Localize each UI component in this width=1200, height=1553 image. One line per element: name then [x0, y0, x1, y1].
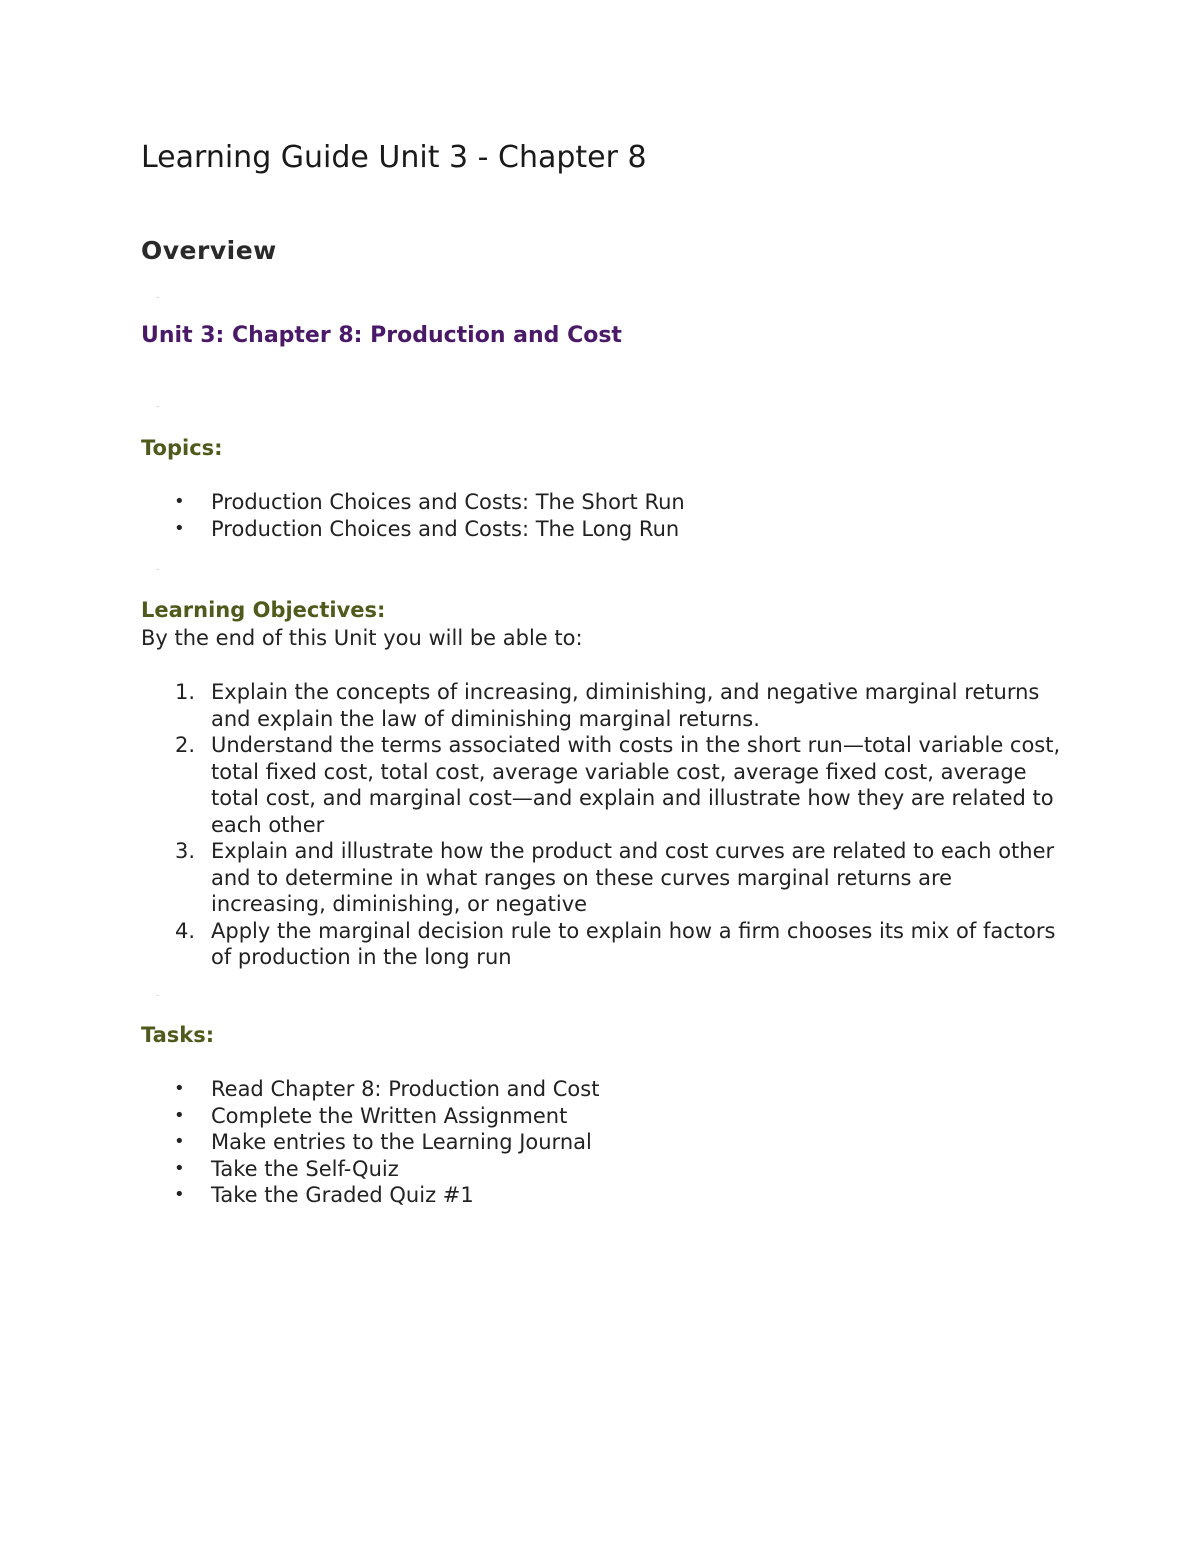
- list-item: • Take the Graded Quiz #1: [141, 1182, 599, 1209]
- topics-label: Topics:: [141, 436, 223, 460]
- paragraph-mark: [156, 569, 159, 570]
- list-item: Explain and illustrate how the product and cost curves are related to each other and to determine in what ranges on these curves marginal returns are increasing, diminishing, or negative: [211, 839, 1055, 916]
- list-item: • Complete the Written Assignment: [141, 1103, 599, 1130]
- tasks-list: [141, 1076, 599, 1209]
- document-title: Learning Guide Unit 3 - Chapter 8: [141, 140, 647, 175]
- list-item: • Production Choices and Costs: The Long Run: [141, 516, 685, 543]
- list-item: Understand the terms associated with costs in the short run—total variable cost, total fixed cost, total cost, average variable cost, average fixed cost, average total cost, and marginal cost—and explain and illustrate how they are related to each other: [211, 733, 1061, 837]
- objectives-label: Learning Objectives:: [141, 598, 386, 622]
- unit-heading: Unit 3: Chapter 8: Production and Cost: [141, 323, 622, 348]
- list-item: • Take the Self-Quiz: [141, 1156, 599, 1183]
- paragraph-mark: [156, 406, 159, 407]
- overview-heading: Overview: [141, 236, 277, 265]
- paragraph-mark: [156, 995, 159, 996]
- list-item: Apply the marginal decision rule to explain how a firm chooses its mix of factors of production in the long run: [211, 918, 1056, 969]
- paragraph-mark: [156, 297, 159, 298]
- list-item: Explain the concepts of increasing, diminishing, and negative marginal returns and explain the law of diminishing marginal returns.: [211, 680, 1040, 731]
- objectives-intro: By the end of this Unit you will be able to:: [141, 626, 583, 650]
- tasks-label: Tasks:: [141, 1023, 215, 1047]
- topics-list: [141, 489, 685, 542]
- objectives-list: [141, 679, 1061, 971]
- list-item: • Read Chapter 8: Production and Cost: [141, 1076, 599, 1103]
- list-item: • Make entries to the Learning Journal: [141, 1129, 599, 1156]
- list-item: • Production Choices and Costs: The Short Run: [141, 489, 685, 516]
